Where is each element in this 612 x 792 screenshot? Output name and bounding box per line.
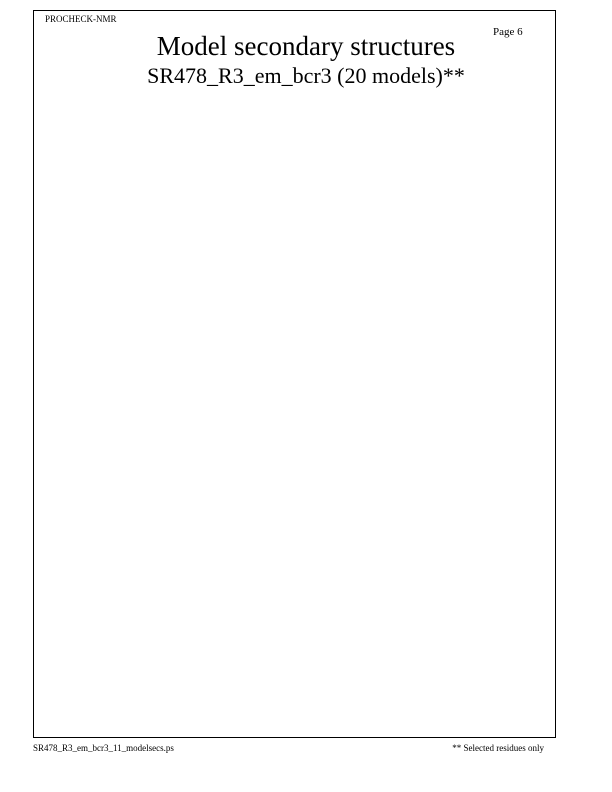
page-number: Page 6 (493, 26, 523, 38)
page-title: Model secondary structures (156, 31, 456, 61)
footer-note: ** Selected residues only (452, 743, 544, 753)
page-subtitle: SR478_R3_em_bcr3 (20 models)** (147, 63, 465, 88)
program-name: PROCHECK-NMR (45, 14, 117, 24)
page-border (33, 10, 556, 738)
footer-filename: SR478_R3_em_bcr3_11_modelsecs.ps (33, 743, 174, 753)
